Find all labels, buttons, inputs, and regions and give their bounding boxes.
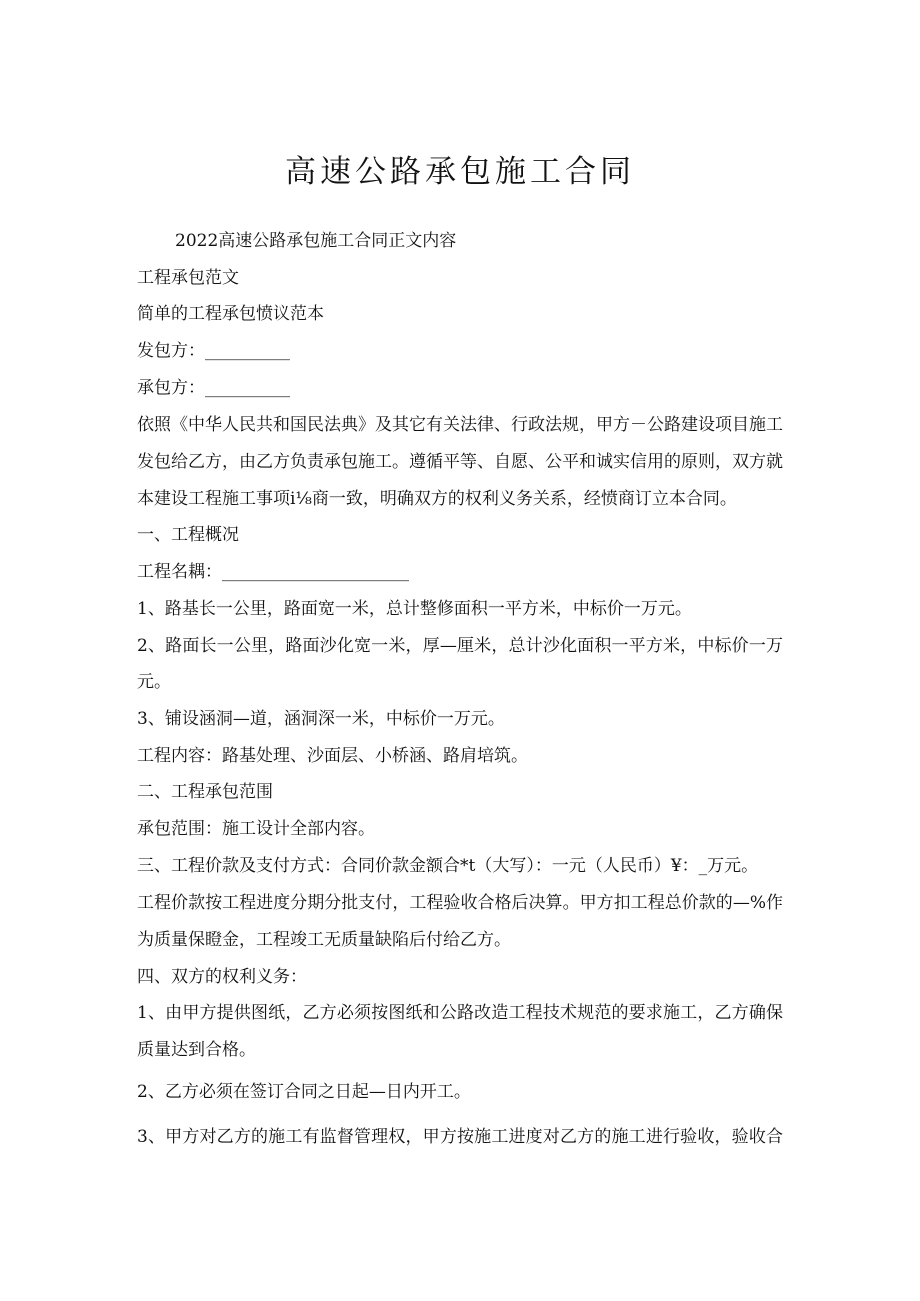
text-line: 1、路基长一公里，路面宽一米，总计整修面积一平方米，中标价一万元。 bbox=[137, 599, 692, 619]
text-line: 1、由甲方提供图纸，乙方必须按图纸和公路改造工程技术规范的要求施工，乙方确保 bbox=[137, 1003, 783, 1023]
text-line: 质量达到合格。 bbox=[137, 1040, 256, 1060]
text-line: 2、乙方必须在签订合同之日起—日内开工。 bbox=[137, 1082, 471, 1102]
text-line: 工程名耦：______________________ bbox=[137, 562, 409, 582]
text-line: 承包范围：施工设计全部内容。 bbox=[137, 819, 375, 839]
text-line: 为质量保瞪金，工程竣工无质量缺陷后付给乙方。 bbox=[137, 930, 511, 950]
section-heading: 三、工程价款及支付方式：合同价款金额合*t（大写）：一元（人民币）¥：_万元。 bbox=[137, 856, 759, 876]
text-line: 依照《中华人民共和国民法典》及其它有关法律、行政法规，甲方－公路建设项目施工 bbox=[137, 415, 783, 435]
text-line: 工程价款按工程进度分期分批支付，工程验收合格后决算。甲方扣工程总价款的—%作 bbox=[137, 893, 783, 913]
text-line: 工程承包范文 bbox=[137, 268, 239, 288]
party-b-line: 承包方：__________ bbox=[137, 378, 290, 398]
party-a-line: 发包方：__________ bbox=[137, 341, 290, 361]
section-heading: 四、双方的权利义务： bbox=[137, 967, 307, 987]
text-line: 简单的工程承包愤议范本 bbox=[137, 304, 324, 324]
text-line: 3、甲方对乙方的施工有监督管理权，甲方按施工进度对乙方的施工进行验收，验收合 bbox=[137, 1127, 783, 1147]
text-line: 元。 bbox=[137, 672, 171, 692]
section-heading: 一、工程概况 bbox=[137, 525, 239, 545]
document-title: 高速公路承包施工合同 bbox=[285, 154, 635, 190]
text-line: 2、路面长一公里，路面沙化宽一米，厚—厘米，总计沙化面积一平方米，中标价一万 bbox=[137, 636, 783, 656]
text-line: 发包给乙方，由乙方负责承包施工。遵循平等、自愿、公平和诚实信用的原则，双方就 bbox=[137, 452, 783, 472]
text-line: 3、铺设涵洞—道，涵洞深一米，中标价一万元。 bbox=[137, 709, 505, 729]
text-line: 本建设工程施工事项i⅛商一致，明确双方的权利义务关系，经愤商订立本合同。 bbox=[137, 489, 737, 509]
section-heading: 二、工程承包范围 bbox=[137, 782, 273, 802]
subtitle-line: 2022高速公路承包施工合同正文内容 bbox=[175, 231, 457, 251]
text-line: 工程内容：路基处理、沙面层、小桥涵、路肩培筑。 bbox=[137, 746, 528, 766]
